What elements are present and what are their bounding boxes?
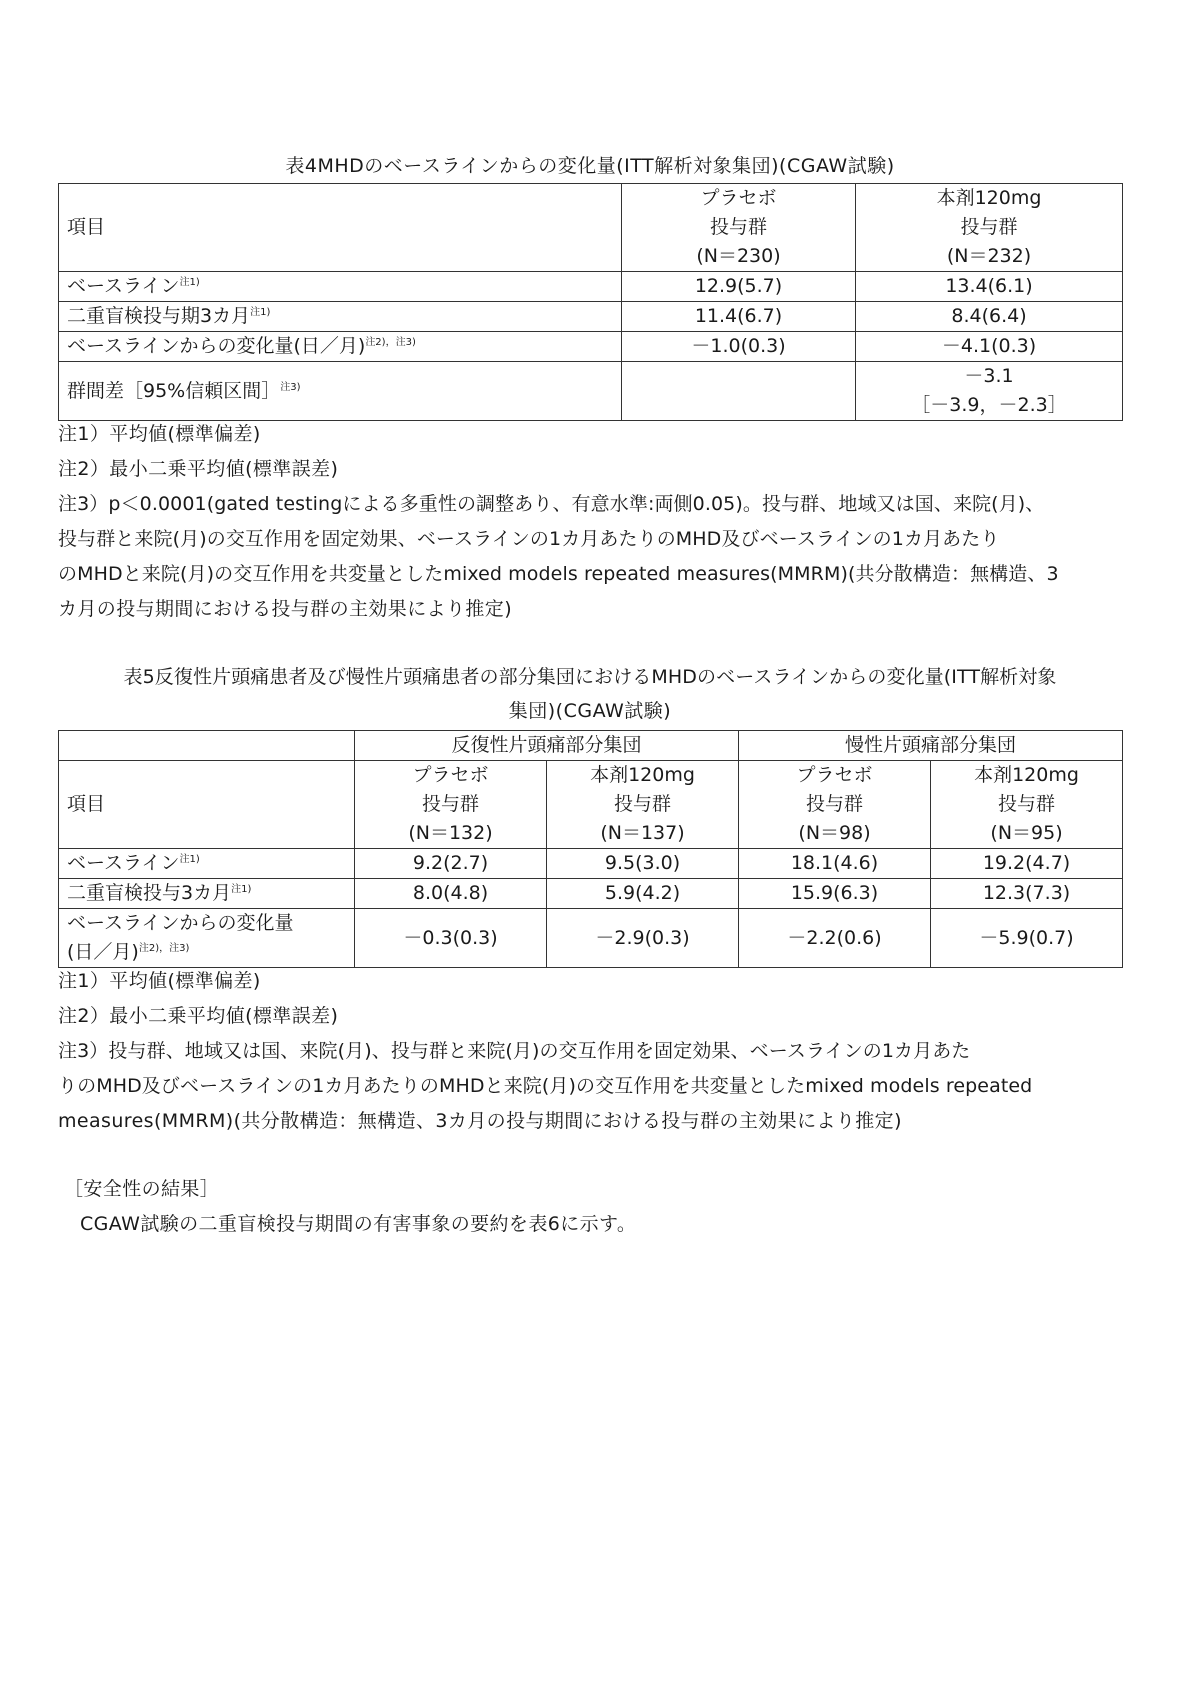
table5 [58,730,1123,968]
row-label-text: ベースライン [67,852,180,874]
table5-caption-cont: 集団)(CGAW試験) [508,700,672,722]
row-label-text: 二重盲検投与期3カ月 [67,305,251,327]
footnote-ref: 注3) [280,381,301,393]
table5-note1: 注1）平均値(標準偏差) [58,970,261,992]
row-label [59,362,622,421]
safety-text: CGAW試験の二重盲検投与期間の有害事象の要約を表6に示す。 [80,1213,637,1235]
table4-note3-cont: 投与群と来院(月)の交互作用を固定効果、ベースラインの1カ月あたりのMHD及びベースラインの1カ月あたり [58,528,1000,550]
footnote-ref: 注1) [250,307,271,318]
cell-value: 12.3(7.3) [931,879,1123,909]
table5-group-chronic: 慢性片頭痛部分集団 [739,731,1123,761]
cell-value: －5.9(0.7) [931,909,1123,968]
header-line: (N＝132) [408,822,493,844]
table5-header-ch-placebo [739,761,931,849]
footnote-ref: 注2)，注3) [138,943,190,954]
cell-value: 5.9(4.2) [547,879,739,909]
diff-value: －3.1 [964,365,1014,387]
header-line: (N＝98) [798,822,871,844]
table5-note3-cont: りのMHD及びベースラインの1カ月あたりのMHDと来院(月)の交互作用を共変量としたmixed models repeated [58,1075,1033,1097]
cell-drug: －4.1(0.3) [856,332,1123,362]
cell-placebo: －1.0(0.3) [622,332,856,362]
header-line: 本剤120mg [974,764,1079,786]
header-line: 本剤120mg [590,764,695,786]
table-row [59,332,1123,362]
cell-value: 8.0(4.8) [355,879,547,909]
table5-corner [59,731,355,761]
table5-header-ch-drug [931,761,1123,849]
table4-header-drug [856,184,1123,272]
row-label-text: ベースライン [67,275,180,297]
table4-note2: 注2）最小二乗平均値(標準誤差) [58,458,339,480]
cell-drug: 8.4(6.4) [856,302,1123,332]
row-label [59,879,355,909]
row-label-text: 二重盲検投与3カ月 [67,882,232,904]
row-label [59,302,622,332]
table4-note3: 注3）p＜0.0001(gated testingによる多重性の調整あり、有意水準:両側0.05)。投与群、地域又は国、来院(月)、 [58,493,1045,515]
row-label-unit: (日／月) [67,941,139,963]
table5-caption: 表5反復性片頭痛患者及び慢性片頭痛患者の部分集団におけるMHDのベースラインからの変化量(ITT解析対象 [123,666,1057,688]
header-line: プラセボ [700,187,777,209]
header-line: (N＝137) [600,822,685,844]
row-label [59,272,622,302]
footnote-ref: 注2)，注3) [365,337,416,348]
cell-value: 9.2(2.7) [355,849,547,879]
table-row [59,879,1123,909]
table-row [59,362,1123,421]
header-line: プラセボ [412,764,489,786]
cell-value: －2.2(0.6) [739,909,931,968]
cell-value: －0.3(0.3) [355,909,547,968]
table-row [59,272,1123,302]
table5-note3: 注3）投与群、地域又は国、来院(月)、投与群と来院(月)の交互作用を固定効果、ベースラインの1カ月あた [58,1040,971,1062]
cell-placebo: 12.9(5.7) [622,272,856,302]
table5-header-ep-drug [547,761,739,849]
row-label-text: ベースラインからの変化量 [67,912,294,934]
header-line: プラセボ [796,764,873,786]
header-line: 投与群 [998,793,1056,815]
table4-note1: 注1）平均値(標準偏差) [58,423,261,445]
header-line: 投与群 [960,216,1018,238]
cell-value: －2.9(0.3) [547,909,739,968]
cell-value: 9.5(3.0) [547,849,739,879]
row-label [59,332,622,362]
footnote-ref: 注1) [179,854,200,865]
header-line: 投与群 [806,793,864,815]
table5-group-episodic: 反復性片頭痛部分集団 [355,731,739,761]
header-line: (N＝230) [696,245,781,267]
header-line: 投与群 [709,216,767,238]
table4-note3-cont: カ月の投与期間における投与群の主効果により推定) [58,598,513,620]
footnote-ref: 注1) [179,277,200,288]
table5-header-ep-placebo [355,761,547,849]
row-label [59,849,355,879]
table-row [59,849,1123,879]
cell-value: 19.2(4.7) [931,849,1123,879]
table5-note3-cont: measures(MMRM)(共分散構造：無構造、3カ月の投与期間における投与群の主効果により推定) [58,1110,902,1132]
table4-note3-cont: のMHDと来院(月)の交互作用を共変量としたmixed models repeated measures(MMRM)(共分散構造：無構造、3 [58,563,1059,585]
header-line: 本剤120mg [936,187,1042,209]
cell-drug: 13.4(6.1) [856,272,1123,302]
row-label-text: 群間差［95%信頼区間］ [67,379,281,402]
cell-placebo [622,362,856,421]
row-label-text-cont [67,938,346,967]
cell-value: 15.9(6.3) [739,879,931,909]
cell-placebo: 11.4(6.7) [622,302,856,332]
table4 [58,183,1123,421]
table4-header-item: 項目 [59,184,622,272]
table5-header-item: 項目 [59,761,355,849]
header-line: 投与群 [614,793,672,815]
safety-heading: ［安全性の結果］ [64,1178,220,1200]
table4-header-placebo [622,184,856,272]
header-line: (N＝232) [946,245,1032,267]
footnote-ref: 注1) [231,884,252,895]
row-label-text: ベースラインからの変化量(日／月) [67,335,366,357]
table-row [59,302,1123,332]
table5-note2: 注2）最小二乗平均値(標準誤差) [58,1005,339,1027]
header-line: (N＝95) [990,822,1063,844]
diff-ci: ［－3.9，－2.3］ [911,394,1067,416]
cell-value: 18.1(4.6) [739,849,931,879]
row-label [59,909,355,968]
header-line: 投与群 [421,793,479,815]
table4-caption: 表4MHDのベースラインからの変化量(ITT解析対象集団)(CGAW試験) [285,155,895,177]
cell-drug [856,362,1123,421]
table-row [59,909,1123,968]
